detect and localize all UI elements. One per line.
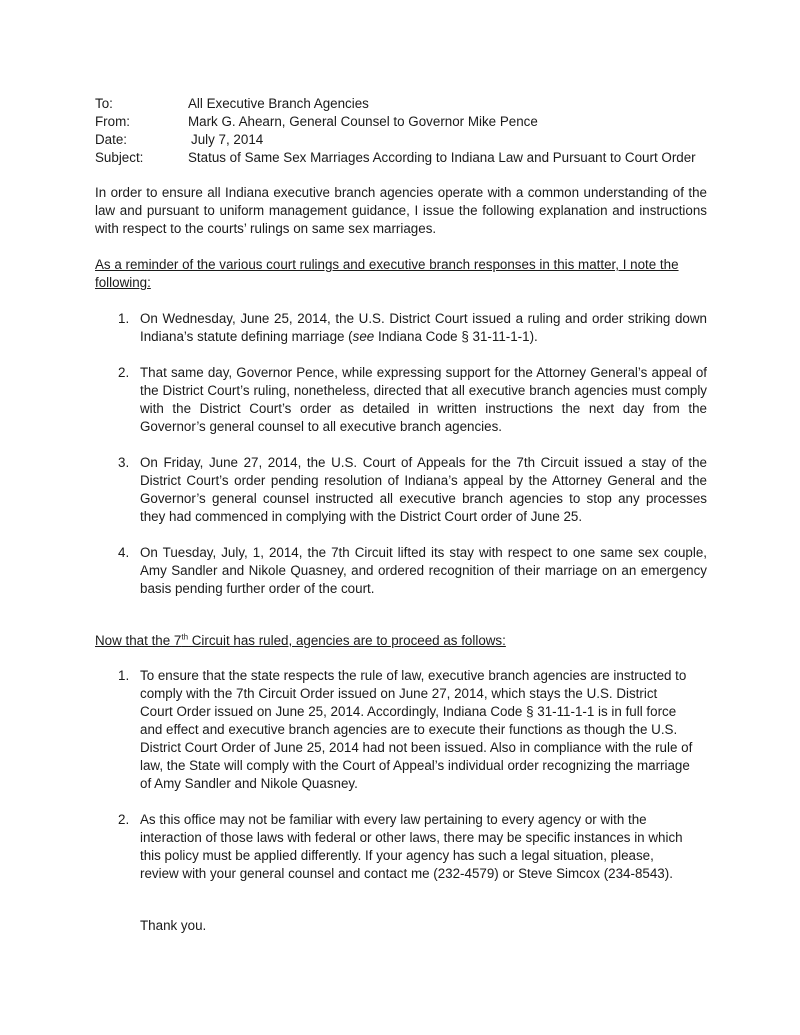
list-item [95,310,707,346]
from-value: Mark G. Ahearn, General Counsel to Governor Mike Pence [188,114,538,129]
list-item-text: That same day, Governor Pence, while expressing support for the Attorney General’s appeal of the District Court’s ruling, nonetheless, directed that all executive branch agencies must comply with the District Court’s order as detailed in written instructions the next day from the Governor’s general counsel to all executive branch agencies. [140,365,707,434]
instructions-heading [95,632,707,650]
to-value: All Executive Branch Agencies [188,96,369,111]
court-rulings-heading: As a reminder of the various court rulings and executive branch responses in this matter, I note the following: [95,257,679,290]
subject-value: Status of Same Sex Marriages According to Indiana Law and Pursuant to Court Order [188,150,696,165]
memo-page [95,95,707,935]
date-label: Date: [95,132,128,147]
text-segment: On Wednesday, June 25, 2014, the U.S. District Court issued a ruling and order striking down Indiana’s statute defining marriage ( [140,311,707,344]
list-item [95,454,707,526]
list-number: 1. [118,668,130,683]
date-value: July 7, 2014 [191,132,264,147]
intro-paragraph: In order to ensure all Indiana executive branch agencies operate with a common understanding of the law and pursuant to uniform management guidance, I issue the following explanation and instructions with respect to the courts’ rulings on same sex marriages. [95,185,707,236]
italic-see: see [352,329,375,344]
list-item-text: To ensure that the state respects the rule of law, executive branch agencies are instructed to comply with the 7th Circuit Order issued on June 27, 2014, which stays the U.S. District Court Order issued on June 25, 2014. Accordingly, Indiana Code § 31-11-1-1 is in full force and effect and executive branch agencies are to execute their functions as though the U.S. District Court Order of June 25, 2014 had not been issued. Also in compliance with the rule of law, the State will comply with the Court of Appeal’s individual order recognizing the marriage of Amy Sandler and Nikole Quasney. [140,668,693,791]
instructions-list [95,667,707,883]
list-number: 4. [118,545,130,560]
list-number: 2. [118,812,130,827]
list-item [95,364,707,436]
court-rulings-list [95,310,707,598]
ordinal-superscript: th [181,632,189,642]
list-item-text: On Friday, June 27, 2014, the U.S. Court of Appeals for the 7th Circuit issued a stay of the District Court’s order pending resolution of Indiana’s appeal by the Attorney General and the Governor’s general counsel instructed all executive branch agencies to stop any processes they had commenced in complying with the District Court order of June 25. [140,455,707,524]
list-number: 2. [118,365,130,380]
list-item-text [140,310,707,346]
text-segment: Indiana Code § 31-11-1-1). [374,329,538,344]
heading-segment: Circuit has ruled, agencies are to proceed as follows: [188,633,506,648]
from-label: From: [95,114,130,129]
list-item-text: As this office may not be familiar with every law pertaining to every agency or with the interaction of those laws with federal or other laws, there may be specific instances in which this policy must be applied differently. If your agency has such a legal situation, please, review with your general counsel and contact me (232-4579) or Steve Simcox (234-8543). [140,812,683,881]
closing-text: Thank you. [140,918,207,933]
heading-segment: Now that the 7 [95,633,182,648]
memo-header [95,95,707,167]
list-item-text: On Tuesday, July, 1, 2014, the 7th Circuit lifted its stay with respect to one same sex couple, Amy Sandler and Nikole Quasney, and ordered recognition of their marriage on an emergency basis pending further order of the court. [140,545,707,596]
list-number: 3. [118,455,130,470]
to-label: To: [95,96,113,111]
list-item [95,544,707,598]
subject-label: Subject: [95,150,144,165]
list-number: 1. [118,311,130,326]
list-item [95,811,707,883]
list-item [95,667,707,793]
